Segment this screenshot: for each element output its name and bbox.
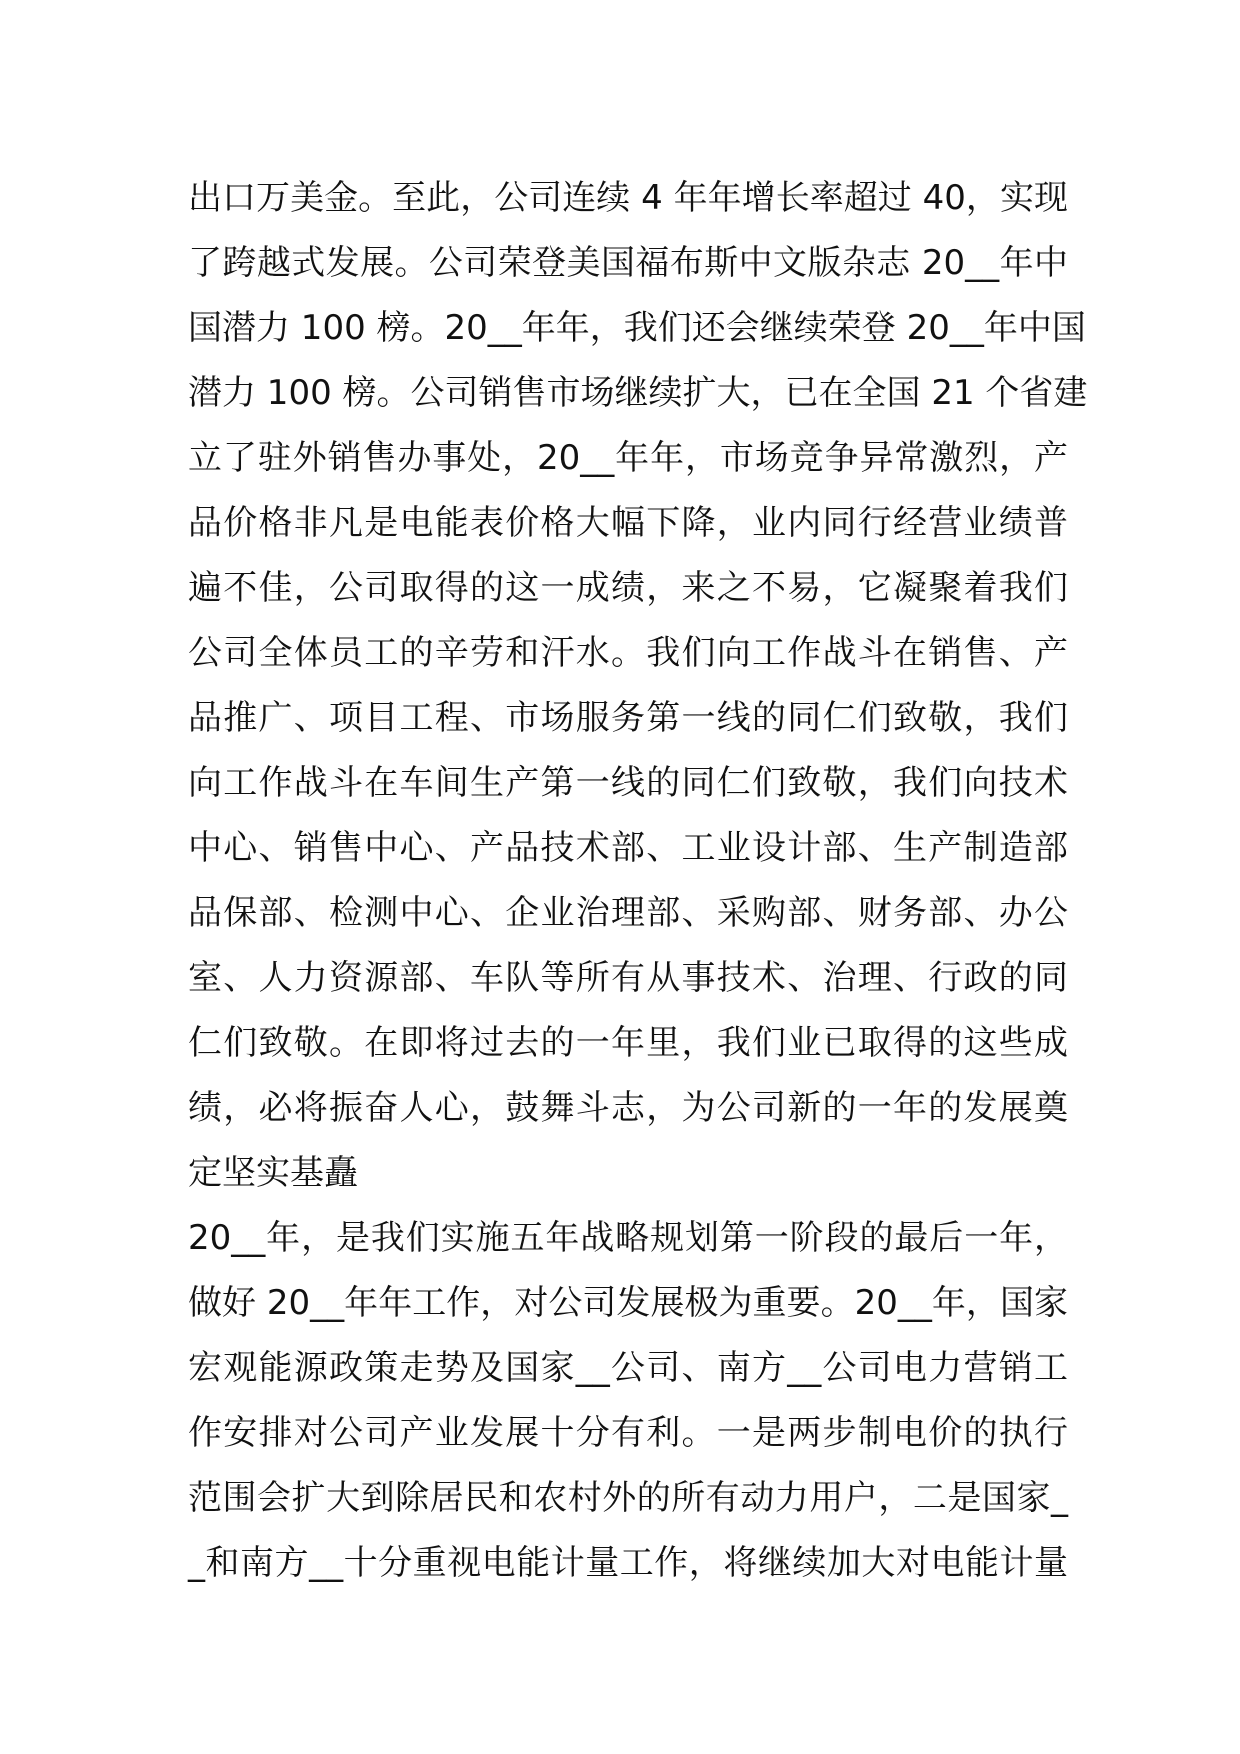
paragraph-line: 定坚实基矗 xyxy=(188,1153,358,1193)
paragraph-line: 范围会扩大到除居民和农村外的所有动力用户，二是国家_ xyxy=(188,1478,1068,1518)
paragraph-line: 潜力 100 榜。公司销售市场继续扩大，已在全国 21 个省建 xyxy=(188,373,1088,413)
paragraph-line: 宏观能源政策走势及国家__公司、南方__公司电力营销工 xyxy=(188,1348,1068,1388)
paragraph-2 xyxy=(188,1206,1068,1596)
paragraph-line: 出口万美金。至此，公司连续 4 年年增长率超过 40，实现 xyxy=(188,178,1068,218)
paragraph-line: 品保部、检测中心、企业治理部、采购部、财务部、办公 xyxy=(188,893,1068,933)
paragraph-line: 向工作战斗在车间生产第一线的同仁们致敬，我们向技术 xyxy=(188,763,1068,803)
paragraph-line: 了跨越式发展。公司荣登美国福布斯中文版杂志 20__年中 xyxy=(188,243,1068,283)
paragraph-line: 20__年，是我们实施五年战略规划第一阶段的最后一年， xyxy=(188,1218,1068,1258)
paragraph-1 xyxy=(188,166,1088,1206)
paragraph-line: 品推广、项目工程、市场服务第一线的同仁们致敬，我们 xyxy=(188,698,1068,738)
paragraph-line: _和南方__十分重视电能计量工作，将继续加大对电能计量 xyxy=(188,1543,1068,1583)
paragraph-line: 作安排对公司产业发展十分有利。一是两步制电价的执行 xyxy=(188,1413,1068,1453)
paragraph-line: 中心、销售中心、产品技术部、工业设计部、生产制造部 xyxy=(188,828,1068,868)
paragraph-line: 遍不佳，公司取得的这一成绩，来之不易，它凝聚着我们 xyxy=(188,568,1068,608)
paragraph-line: 做好 20__年年工作，对公司发展极为重要。20__年，国家 xyxy=(188,1283,1068,1323)
paragraph-line: 仁们致敬。在即将过去的一年里，我们业已取得的这些成 xyxy=(188,1023,1068,1063)
paragraph-line: 公司全体员工的辛劳和汗水。我们向工作战斗在销售、产 xyxy=(188,633,1068,673)
paragraph-line: 品价格非凡是电能表价格大幅下降，业内同行经营业绩普 xyxy=(188,503,1068,543)
paragraph-line: 国潜力 100 榜。20__年年，我们还会继续荣登 20__年中国 xyxy=(188,308,1086,348)
paragraph-line: 立了驻外销售办事处，20__年年，市场竞争异常激烈，产 xyxy=(188,438,1068,478)
paragraph-line: 室、人力资源部、车队等所有从事技术、治理、行政的同 xyxy=(188,958,1068,998)
paragraph-line: 绩，必将振奋人心，鼓舞斗志，为公司新的一年的发展奠 xyxy=(188,1088,1068,1128)
